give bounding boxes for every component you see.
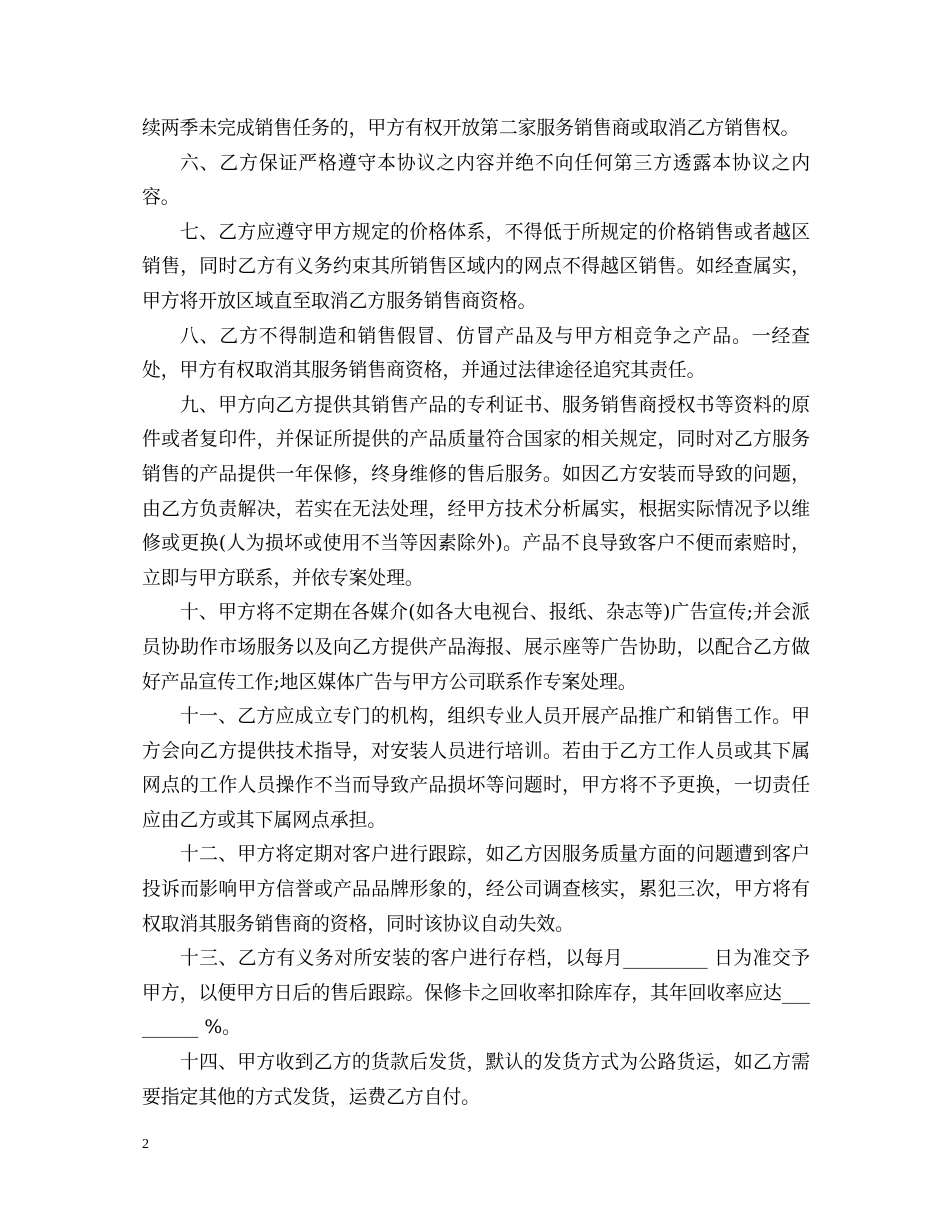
paragraph-clause-9: 九、甲方向乙方提供其销售产品的专利证书、服务销售商授权书等资料的原件或者复印件，并保证所提供的产品质量符合国家的相关规定，同时对乙方服务销售的产品提供一年保修，终身维修的售后服务。如因乙方安装而导致的问题，由乙方负责解决，若实在无法处理，经甲方技术分析属实，根据实际情况予以维修或更换(人为损坏或使用不当等因素除外)。产品不良导致客户不便而索赔时，立即与甲方联系，并依专案处理。	[142, 394, 810, 589]
paragraph-clause-12: 十二、甲方将定期对客户进行跟踪，如乙方因服务质量方面的问题遭到客户投诉而影响甲方信誉或产品品牌形象的，经公司调查核实，累犯三次，甲方将有权取消其服务销售商的资格，同时该协议自动失效。	[142, 844, 810, 935]
paragraph-clause-11: 十一、乙方应成立专门的机构，组织专业人员开展产品推广和销售工作。甲方会向乙方提供技术指导，对安装人员进行培训。若由于乙方工作人员或其下属网点的工作人员操作不当而导致产品损坏等问题时，甲方将不予更换，一切责任应由乙方或其下属网点承担。	[142, 706, 810, 831]
page-number: 2	[142, 1137, 149, 1152]
paragraph-clause-7: 七、乙方应遵守甲方规定的价格体系，不得低于所规定的价格销售或者越区销售，同时乙方有义务约束其所销售区域内的网点不得越区销售。如经查属实，甲方将开放区域直至取消乙方服务销售商资格。	[142, 221, 810, 312]
document-body	[142, 112, 810, 1115]
paragraph-continuation: 续两季未完成销售任务的，甲方有权开放第二家服务销售商或取消乙方销售权。	[142, 118, 800, 139]
paragraph-clause-8: 八、乙方不得制造和销售假冒、仿冒产品及与甲方相竞争之产品。一经查处，甲方有权取消其服务销售商资格，并通过法律途径追究其责任。	[142, 325, 810, 382]
paragraph-clause-6: 六、乙方保证严格遵守本协议之内容并绝不向任何第三方透露本协议之内容。	[142, 152, 810, 209]
paragraph-clause-14: 十四、甲方收到乙方的货款后发货，默认的发货方式为公路货运，如乙方需要指定其他的方式发货，运费乙方自付。	[142, 1052, 810, 1108]
paragraph-clause-13: 十三、乙方有义务对所安装的客户进行存档，以每月_________ 日为准交予甲方，以便甲方日后的售后跟踪。保修卡之回收率扣除库存，其年回收率应达_________ %。	[142, 948, 810, 1039]
paragraph-clause-10: 十、甲方将不定期在各媒介(如各大电视台、报纸、杂志等)广告宣传;并会派员协助作市场服务以及向乙方提供产品海报、展示座等广告协助，以配合乙方做好产品宣传工作;地区媒体广告与甲方公司联系作专案处理。	[142, 602, 810, 693]
